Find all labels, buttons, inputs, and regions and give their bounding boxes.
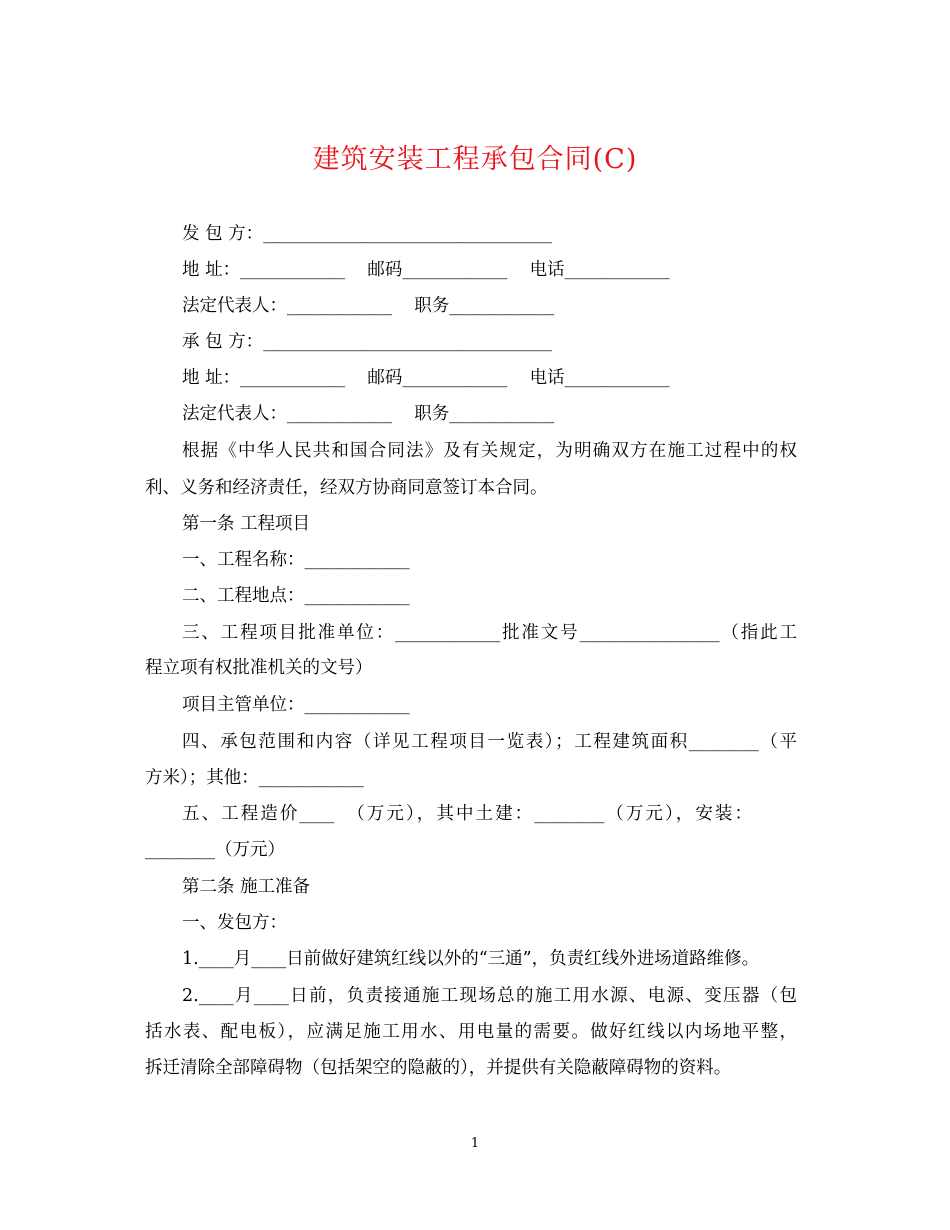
document-title: 建筑安装工程承包合同(C) [312, 144, 638, 175]
employer-representative-line: 法定代表人：____________ 职务____________ [182, 296, 555, 316]
contractor-address-line: 地 址：____________ 邮码____________ 电话____________ [182, 368, 670, 388]
page-number: 1 [470, 1136, 480, 1151]
scope-line-1: 四、承包范围和内容（详见工程项目一览表）；工程建筑面积________（平 [182, 732, 797, 752]
contractor-name-line: 承 包 方：_________________________________ [182, 332, 552, 352]
supervising-unit-line: 项目主管单位：____________ [182, 695, 410, 715]
cost-line-1: 五、工程造价____ （万元），其中土建：________（万元），安装： [182, 804, 752, 824]
article-1-heading: 第一条 工程项目 [182, 514, 311, 534]
contractor-representative-line: 法定代表人：____________ 职务____________ [182, 404, 555, 424]
project-name-line: 一、工程名称：____________ [182, 550, 410, 570]
prep-item-1: 1.____月____日前做好建筑红线以外的“三通”，负责红线外进场道路维修。 [182, 949, 760, 969]
preamble-line-2: 利、义务和经济责任，经双方协商同意签订本合同。 [145, 478, 548, 498]
preamble-line-1: 根据《中华人民共和国合同法》及有关规定，为明确双方在施工过程中的权 [182, 441, 797, 461]
prep-item-2-line-3: 拆迁清除全部障碍物（包括架空的隐蔽的），并提供有关隐蔽障碍物的资料。 [145, 1058, 732, 1078]
project-location-line: 二、工程地点：____________ [182, 586, 410, 606]
scope-line-2: 方米）；其他：____________ [145, 768, 364, 788]
employer-address-line: 地 址：____________ 邮码____________ 电话____________ [182, 260, 670, 280]
approval-unit-line-2: 程立项有权批准机关的文号） [145, 658, 373, 678]
article-2-heading: 第二条 施工准备 [182, 877, 311, 897]
employer-subheading: 一、发包方： [182, 913, 287, 933]
approval-unit-line-1: 三、工程项目批准单位：____________批准文号________________（指此工 [182, 623, 797, 643]
employer-name-line: 发 包 方：_________________________________ [182, 224, 552, 244]
prep-item-2-line-1: 2.____月____日前，负责接通施工现场总的施工用水源、电源、变压器（包 [182, 986, 797, 1006]
cost-line-2: ________（万元） [145, 840, 285, 860]
prep-item-2-line-2: 括水表、配电板），应满足施工用水、用电量的需要。做好红线以内场地平整， [145, 1022, 797, 1042]
